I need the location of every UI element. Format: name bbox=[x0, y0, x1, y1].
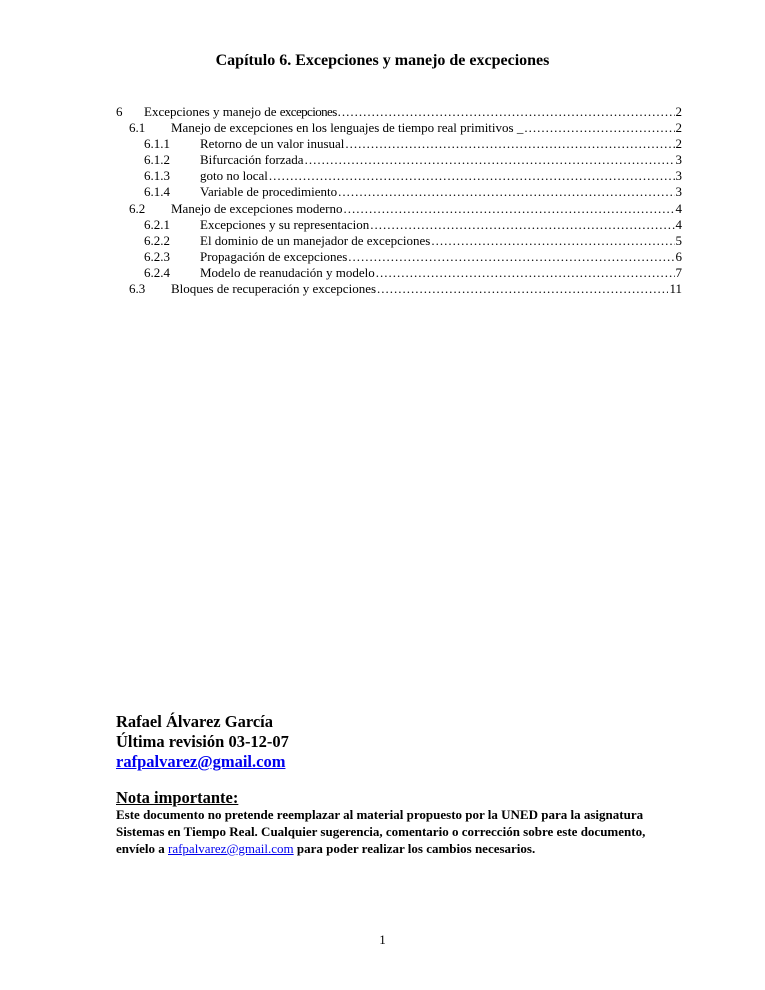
toc-title: Manejo de excepciones moderno bbox=[171, 200, 343, 216]
toc-number: 6.1.3 bbox=[144, 168, 170, 184]
toc-title bbox=[144, 104, 337, 120]
toc-title-part: Excepciones y manejo de bbox=[144, 104, 280, 119]
toc-number: 6.3 bbox=[129, 281, 146, 297]
toc-leader-dots bbox=[377, 281, 668, 297]
toc-entry-6-2-2[interactable] bbox=[116, 233, 682, 249]
toc-page-number: 3 bbox=[675, 184, 682, 200]
toc-page-number: 2 bbox=[675, 136, 682, 152]
note-email-link[interactable]: rafpalvarez@gmail.com bbox=[168, 841, 294, 856]
toc-title-part-condensed: excepciones bbox=[279, 104, 337, 119]
toc-leader-dots bbox=[305, 152, 675, 168]
toc-leader-dots bbox=[345, 136, 674, 152]
toc-leader-dots bbox=[370, 217, 674, 233]
revision-date: Última revisión 03-12-07 bbox=[116, 732, 289, 751]
toc-page-number: 4 bbox=[675, 200, 682, 216]
toc-page-number: 11 bbox=[669, 281, 682, 297]
author-block bbox=[116, 712, 289, 772]
note-text-after: para poder realizar los cambios necesarios. bbox=[293, 841, 536, 856]
toc-number: 6.2.2 bbox=[144, 232, 170, 248]
toc-title: Excepciones y su representacion bbox=[200, 216, 370, 232]
note-text-before: Este documento no pretende reemplazar al material propuesto por la UNED para la asignatura Sistemas en Tiempo Real. Cualquier sugerencia, comentario o corrección sobre este documento, envíelo a bbox=[116, 807, 646, 856]
toc-leader-dots bbox=[376, 265, 675, 281]
toc-entry-6-1-2[interactable] bbox=[116, 152, 682, 168]
toc-entry-6-2-3[interactable] bbox=[116, 249, 682, 265]
toc-entry-6-3[interactable] bbox=[116, 281, 682, 297]
author-name: Rafael Álvarez García bbox=[116, 712, 274, 731]
toc-page-number: 3 bbox=[675, 152, 682, 168]
toc-number: 6.2.1 bbox=[144, 216, 170, 232]
toc-title: Bifurcación forzada bbox=[200, 152, 304, 168]
toc-number: 6.2 bbox=[129, 200, 146, 216]
toc-page-number: 3 bbox=[675, 168, 682, 184]
toc-title: El dominio de un manejador de excepciones bbox=[200, 232, 431, 248]
toc-leader-dots bbox=[338, 104, 675, 120]
author-email-link[interactable]: rafpalvarez@gmail.com bbox=[116, 752, 286, 771]
toc-page-number: 2 bbox=[675, 104, 682, 119]
toc-page-number: 5 bbox=[675, 232, 682, 248]
table-of-contents bbox=[116, 104, 682, 297]
toc-leader-dots bbox=[431, 233, 674, 249]
toc-entry-6-2[interactable] bbox=[116, 201, 682, 217]
toc-leader-dots bbox=[348, 249, 674, 265]
toc-leader-dots bbox=[524, 120, 674, 136]
toc-title: Modelo de reanudación y modelo bbox=[200, 264, 375, 280]
toc-number: 6.1.2 bbox=[144, 152, 170, 168]
toc-title: goto no local bbox=[200, 168, 268, 184]
toc-page-number: 7 bbox=[675, 264, 682, 280]
toc-title: Propagación de excepciones bbox=[200, 248, 348, 264]
toc-number: 6.1 bbox=[129, 120, 146, 136]
toc-title: Manejo de excepciones en los lenguajes de tiempo real primitivos _ bbox=[171, 120, 524, 136]
toc-number: 6.1.1 bbox=[144, 136, 170, 152]
toc-entry-6-1-3[interactable] bbox=[116, 168, 682, 184]
toc-number: 6.1.4 bbox=[144, 184, 170, 200]
toc-page-number: 6 bbox=[675, 248, 682, 264]
toc-number: 6.2.4 bbox=[144, 264, 170, 280]
toc-page-number: 2 bbox=[675, 120, 682, 136]
toc-number: 6 bbox=[116, 104, 123, 119]
toc-entry-6-1[interactable] bbox=[116, 120, 682, 136]
toc-title: Variable de procedimiento bbox=[200, 184, 338, 200]
toc-title: Retorno de un valor inusual bbox=[200, 136, 345, 152]
toc-entry-6[interactable] bbox=[116, 104, 682, 120]
toc-entry-6-1-4[interactable] bbox=[116, 184, 682, 200]
toc-entry-6-1-1[interactable] bbox=[116, 136, 682, 152]
page-title: Capítulo 6. Excepciones y manejo de excpeciones bbox=[215, 52, 550, 69]
toc-entry-6-2-4[interactable] bbox=[116, 265, 682, 281]
toc-entry-6-2-1[interactable] bbox=[116, 217, 682, 233]
toc-number: 6.2.3 bbox=[144, 248, 170, 264]
page-number: 1 bbox=[379, 932, 386, 947]
note-body bbox=[116, 806, 676, 857]
toc-leader-dots bbox=[338, 184, 674, 200]
toc-leader-dots bbox=[269, 168, 675, 184]
toc-title: Bloques de recuperación y excepciones bbox=[171, 281, 377, 297]
toc-leader-dots bbox=[343, 201, 674, 217]
note-heading: Nota importante: bbox=[116, 788, 239, 807]
toc-page-number: 4 bbox=[675, 216, 682, 232]
